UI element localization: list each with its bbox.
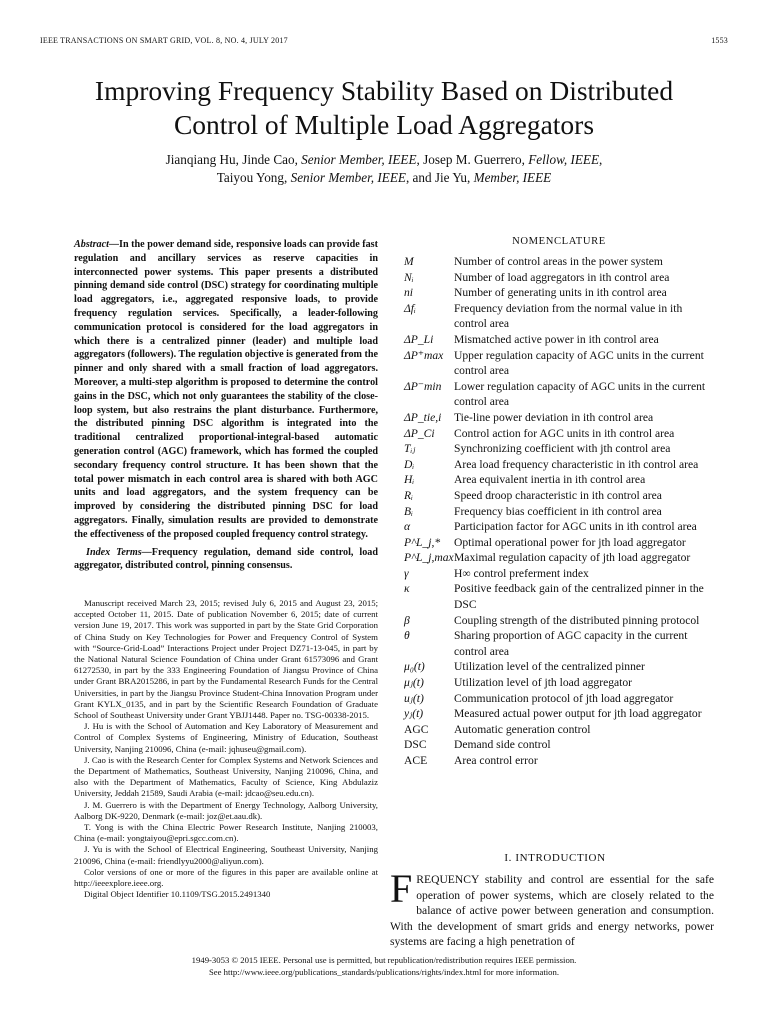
nomenclature-symbol: Dᵢ	[404, 457, 415, 471]
nomenclature-symbol: M	[404, 255, 414, 268]
nomenclature-symbol: DSC	[404, 738, 427, 752]
index-terms-text: Frequency regulation, demand side control, load aggregator, distributed control, pinning consensus.	[74, 546, 378, 572]
nomenclature-list	[404, 254, 714, 769]
nomenclature-symbol: uⱼ(t)	[404, 691, 424, 705]
nomenclature-row	[404, 519, 714, 535]
nomenclature-definition: Frequency bias coefficient in ith control area	[454, 504, 662, 518]
nomenclature-row	[404, 504, 714, 520]
copyright-notice	[40, 954, 728, 978]
nomenclature-symbol: AGC	[404, 722, 429, 736]
footnote-color-note: Color versions of one or more of the figures in this paper are available online at http://ieeexplore.ieee.org.	[74, 866, 378, 889]
nomenclature-symbol: μ₀(t)	[404, 660, 425, 674]
nomenclature-definition: Control action for AGC units in ith control area	[454, 426, 675, 440]
nomenclature-symbol: Δfᵢ	[404, 301, 416, 315]
nomenclature-row	[404, 285, 714, 301]
nomenclature-definition: Speed droop characteristic in ith control area	[454, 488, 662, 502]
nomenclature-symbol: β	[404, 613, 410, 627]
nomenclature-row	[404, 550, 714, 566]
nomenclature-symbol: ΔP_Li	[404, 332, 434, 346]
nomenclature-row	[404, 722, 714, 738]
nomenclature-definition: Frequency deviation from the normal value in ith control area	[454, 301, 683, 331]
nomenclature-symbol: ΔP⁻min	[404, 379, 442, 393]
nomenclature-definition: H∞ control preferment index	[454, 566, 589, 580]
paper-title	[30, 74, 738, 142]
nomenclature-row	[404, 535, 714, 551]
nomenclature-row	[404, 410, 714, 426]
author-names: Jianqiang Hu, Jinde Cao,	[165, 152, 302, 167]
footnote-affiliation: T. Yong is with the China Electric Power Research Institute, Nanjing 210003, China (e-mail: yongtaiyou@epri.sgcc.com.cn).	[74, 822, 378, 844]
nomenclature-definition: Optimal operational power for jth load aggregator	[454, 535, 686, 549]
author-role: Senior Member, IEEE	[301, 152, 417, 167]
introduction-body	[390, 866, 714, 950]
nomenclature-symbol: P^L_j,*	[404, 535, 441, 549]
journal-name: IEEE TRANSACTIONS ON SMART GRID, VOL. 8, NO. 4, JULY 2017	[40, 36, 288, 45]
nomenclature-definition: Number of control areas in the power system	[454, 255, 663, 268]
nomenclature-definition: Lower regulation capacity of AGC units in the current control area	[454, 379, 706, 409]
footnote-affiliation: J. Yu is with the School of Electrical Engineering, Southeast University, Nanjing 210096, China (e-mail: friendlyyu2000@aliyun.com).	[74, 844, 378, 866]
index-terms-lead: Index Terms—	[86, 546, 152, 558]
author-line-1	[40, 151, 728, 169]
nomenclature-definition: Area load frequency characteristic in ith control area	[454, 457, 699, 471]
nomenclature-definition: Coupling strength of the distributed pinning protocol	[454, 613, 700, 627]
nomenclature-row	[404, 332, 714, 348]
nomenclature-row	[404, 581, 714, 612]
footnote-affiliation: J. Cao is with the Research Center for Complex Systems and Network Sciences and the Department of Mathematics, Southeast University, Nanjing 210096, China, and also with the Department of Mathematics, Faculty of Science, King Abdulaziz University, Jeddah 21589, Saudi Arabia (e-mail: jdcao@seu.edu.cn).	[74, 754, 378, 799]
footnote-affiliation: J. M. Guerrero is with the Department of Energy Technology, Aalborg University, Aalborg DK-9220, Denmark (e-mail: joz@et.aau.dk).	[74, 799, 378, 821]
nomenclature-definition: Mismatched active power in ith control area	[454, 332, 659, 346]
nomenclature-heading: NOMENCLATURE	[512, 236, 606, 247]
abstract-lead: Abstract—	[74, 239, 120, 250]
nomenclature-symbol: Tᵢⱼ	[404, 442, 416, 456]
nomenclature-symbol: P^L_j,max	[404, 551, 454, 565]
nomenclature-definition: Communication protocol of jth load aggregator	[454, 691, 674, 705]
nomenclature-symbol: ΔP_Ci	[404, 426, 435, 440]
author-list	[40, 151, 728, 187]
nomenclature-symbol: Rᵢ	[404, 488, 413, 502]
nomenclature-symbol: α	[404, 520, 411, 534]
nomenclature-symbol: yⱼ(t)	[404, 707, 424, 721]
nomenclature-definition: Participation factor for AGC units in ith control area	[454, 520, 697, 534]
abstract	[74, 238, 378, 542]
nomenclature-row	[404, 441, 714, 457]
nomenclature-symbol: ni	[404, 286, 414, 300]
footnote-doi: Digital Object Identifier 10.1109/TSG.2015.2491340	[84, 889, 271, 900]
author-separator: ,	[599, 152, 603, 167]
nomenclature-symbol: γ	[404, 566, 409, 580]
nomenclature-definition: Sharing proportion of AGC capacity in the current control area	[454, 629, 688, 658]
nomenclature-row	[404, 457, 714, 473]
author-role: Senior Member, IEEE	[290, 170, 406, 185]
nomenclature-definition: Number of load aggregators in ith control area	[454, 270, 670, 284]
copyright-line-1: 1949-3053 © 2015 IEEE. Personal use is permitted, but republication/redistribution requires IEEE permission.	[191, 955, 577, 965]
nomenclature-row	[404, 348, 714, 379]
nomenclature-row	[404, 472, 714, 488]
running-head	[40, 36, 728, 50]
right-column	[404, 236, 714, 769]
nomenclature-row	[404, 675, 714, 691]
nomenclature-definition: Number of generating units in ith control area	[454, 286, 667, 300]
dropcap-letter: F	[390, 866, 413, 911]
author-names: , and Jie Yu,	[405, 170, 474, 185]
nomenclature-row	[404, 379, 714, 410]
title-line-2: Control of Multiple Load Aggregators	[173, 109, 595, 140]
title-line-1: Improving Frequency Stability Based on Distributed	[94, 75, 674, 106]
author-names: , Josep M. Guerrero,	[416, 152, 529, 167]
footnote-affiliation: J. Hu is with the School of Automation and Key Laboratory of Measurement and Control of Complex Systems of Engineering, Ministry of Education, Southeast University, Nanjing 210096, China (e-mail: jqhuseu@gmail.com).	[74, 721, 378, 754]
introduction-heading: I. INTRODUCTION	[504, 852, 606, 864]
copyright-line-2: See http://www.ieee.org/publications_standards/publications/rights/index.html for more information.	[208, 967, 560, 977]
nomenclature-symbol: ΔP_tie,i	[404, 410, 442, 424]
nomenclature-row	[404, 270, 714, 286]
nomenclature-row	[404, 613, 714, 629]
nomenclature-definition: Demand side control	[454, 738, 551, 752]
introduction-text: REQUENCY stability and control are essential for the safe operation of power systems, which are closely related to the balance of active power between generation and consumption. With the development of smart grids and energy networks, power systems are facing a high penetration of	[390, 873, 714, 949]
nomenclature-row	[404, 628, 714, 659]
nomenclature-definition: Upper regulation capacity of AGC units in the current control area	[454, 348, 704, 378]
page-number: 1553	[711, 36, 728, 45]
left-column	[74, 238, 378, 573]
abstract-text: In the power demand side, responsive loads can provide fast regulation and ancillary services as reserve capacities in interconnected power systems. This paper presents a distributed pinning demand side control (DSC) strategy for coordinating multiple load aggregators, i.e., aggregated responsive loads, to provide frequency regulation services. Specifically, a leader-following communication protocol is considered for the load aggregators in which there is a centralized pinner (leader) and multiple load aggregators (followers). The regulation objective is generated from the pinner and only shared with a small fraction of load aggregators. Moreover, a multi-step algorithm is proposed to determine the control gains in the DSC, which not only guarantees the stability of the close-loop system, but also restrains the plant disturbance. Furthermore, the distributed pinning DSC algorithm is integrated into the traditional centralized proportional-integral-based automatic generation control (AGC) framework, which has formed the coupled secondary frequency control structure. It has been shown that the total power mismatch in each control area is shared with both AGC units and load aggregators, and the system frequency can be improved by considering the distributed pinning DSC for load aggregators. Finally, simulation results are provided to demonstrate the effectiveness of the proposed coupled frequency control strategy.	[74, 239, 378, 540]
nomenclature-definition: Tie-line power deviation in ith control area	[454, 410, 654, 424]
nomenclature-definition: Area control error	[454, 754, 538, 767]
author-names: Taiyou Yong,	[216, 170, 291, 185]
nomenclature-definition: Utilization level of the centralized pinner	[454, 660, 645, 674]
nomenclature-symbol: θ	[404, 629, 410, 643]
nomenclature-symbol: μⱼ(t)	[404, 676, 424, 690]
author-role: Fellow, IEEE	[528, 152, 600, 167]
nomenclature-row	[404, 706, 714, 722]
nomenclature-symbol: Bᵢ	[404, 504, 413, 518]
nomenclature-definition: Synchronizing coefficient with jth control area	[454, 442, 671, 456]
nomenclature-symbol: ΔP⁺max	[404, 348, 444, 362]
nomenclature-symbol: ACE	[404, 754, 428, 767]
footnote-manuscript: Manuscript received March 23, 2015; revised July 6, 2015 and August 23, 2015; accepted October 11, 2015. Date of publication November 6, 2015; date of current version June 19, 2017. This work was supported in part by the State Grid Corporation of China Study on Key Technologies for Power and Frequency Control of System with “Source-Grid-Load” Interactions Project under Project DZ71-13-045, in part by the National Natural Science Foundation of China under Grant 61573096 and Grant 61272530, in part by the 333 Engineering Foundation of Jiangsu Province of China under Grant BRA2015286, in part by the Fundamental Research Funds for the Central Universities, in part by the Jiangsu Province Student-China Innovation Program under Grant KYLX_0135, and in part by the Scientific Research Foundation of Graduate School of Southeast University under Grant YBJJ1448. Paper no. TSG-00338-2015.	[74, 598, 378, 721]
nomenclature-row	[404, 301, 714, 332]
nomenclature-row	[404, 566, 714, 582]
footnotes	[74, 598, 378, 900]
nomenclature-definition: Area equivalent inertia in ith control area	[454, 473, 646, 487]
nomenclature-row	[404, 488, 714, 504]
index-terms	[74, 546, 378, 574]
nomenclature-symbol: Nᵢ	[404, 270, 414, 284]
nomenclature-row	[404, 753, 714, 769]
nomenclature-definition: Maximal regulation capacity of jth load aggregator	[454, 551, 691, 565]
author-line-2	[40, 169, 728, 187]
nomenclature-definition: Automatic generation control	[454, 722, 591, 736]
nomenclature-symbol: Hᵢ	[404, 473, 415, 487]
nomenclature-row	[404, 254, 714, 270]
author-role: Member, IEEE	[473, 170, 552, 185]
nomenclature-row	[404, 691, 714, 707]
nomenclature-row	[404, 737, 714, 753]
nomenclature-row	[404, 426, 714, 442]
nomenclature-definition: Utilization level of jth load aggregator	[454, 676, 633, 690]
nomenclature-definition: Measured actual power output for jth load aggregator	[454, 707, 702, 721]
nomenclature-definition: Positive feedback gain of the centralized pinner in the DSC	[454, 582, 704, 612]
nomenclature-symbol: κ	[404, 582, 410, 596]
nomenclature-row	[404, 659, 714, 675]
